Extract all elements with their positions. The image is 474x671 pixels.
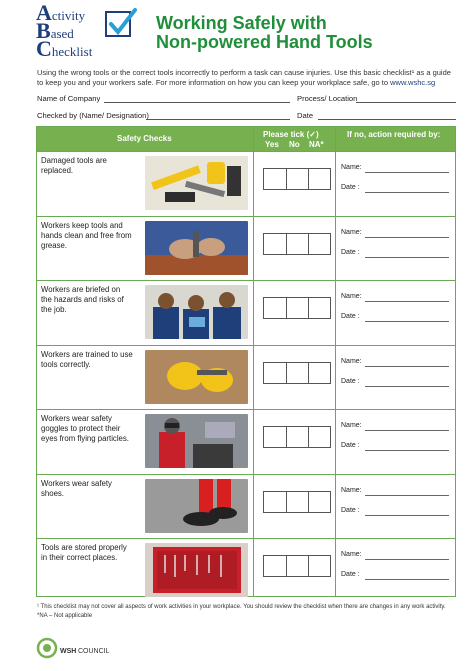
tick-no-box[interactable] [287, 556, 308, 576]
action-date-field[interactable] [365, 386, 449, 387]
action-date-field[interactable] [365, 450, 449, 451]
table-row [37, 345, 455, 410]
safety-check-text: Workers keep tools and hands clean and free from grease. [41, 220, 132, 250]
tick-yes-box[interactable] [264, 492, 286, 512]
tick-yes-box[interactable] [264, 363, 286, 383]
tick-boxes [263, 233, 331, 255]
header-yes: Yes [265, 140, 279, 149]
gloves-photo [145, 350, 248, 404]
tick-na-box[interactable] [309, 234, 330, 254]
action-name-label: Name: [341, 164, 362, 171]
logo-letter-c: C [36, 36, 52, 61]
tick-boxes [263, 362, 331, 384]
action-name-field[interactable] [365, 172, 449, 173]
logo-word-checklist: hecklist [51, 44, 93, 59]
logo-word-activity: ctivity [51, 8, 86, 23]
safety-check-text: Tools are stored properly in their correct places. [41, 543, 127, 562]
action-date-field[interactable] [365, 321, 449, 322]
tick-na-box[interactable] [309, 363, 330, 383]
header-please-tick: Please tick (✓) [263, 130, 319, 139]
date-field[interactable] [318, 119, 456, 120]
wsh-brand-bold: WSH [60, 648, 77, 655]
title-line-1: Working Safely with [156, 13, 327, 33]
action-name-field[interactable] [365, 237, 449, 238]
shoes-photo [145, 479, 248, 533]
tick-yes-box[interactable] [264, 169, 286, 189]
title-line-2: Non-powered Hand Tools [156, 32, 373, 52]
action-date-field[interactable] [365, 515, 449, 516]
action-date-field[interactable] [365, 579, 449, 580]
tick-yes-box[interactable] [264, 427, 286, 447]
action-date-label: Date : [341, 377, 360, 385]
safety-check-text: Workers are briefed on the hazards and risks of the job. [41, 285, 124, 314]
tick-yes-box[interactable] [264, 298, 286, 318]
tick-na-box[interactable] [309, 298, 330, 318]
storage-photo [145, 543, 248, 597]
checked-by-label: Checked by (Name/ Designation) [37, 111, 149, 120]
tick-na-box[interactable] [309, 169, 330, 189]
company-field[interactable] [104, 102, 290, 103]
action-date-label: Date : [341, 571, 360, 578]
tick-na-box[interactable] [309, 427, 330, 447]
table-row [37, 280, 455, 345]
action-name-field[interactable] [365, 366, 449, 367]
tick-no-box[interactable] [287, 298, 308, 318]
hands-photo [145, 221, 248, 275]
action-name-label: Name: [341, 422, 362, 429]
table-row [37, 474, 455, 539]
action-name-label: Name: [341, 357, 362, 365]
checkmark-icon [102, 6, 138, 42]
wshc-link[interactable]: www.wshc.sg [390, 78, 436, 87]
page-title [156, 14, 373, 52]
footnote-2: *NA – Not applicable [37, 613, 93, 619]
tick-boxes [263, 297, 331, 319]
action-date-label: Date : [341, 506, 360, 514]
logo-word-based: ased [50, 26, 74, 41]
action-name-label: Name: [341, 228, 362, 236]
wsh-council-logo [36, 637, 136, 661]
logo-line-checklist [36, 36, 93, 61]
activity-based-checklist-logo [36, 0, 136, 62]
action-name-label: Name: [341, 551, 362, 558]
action-date-label: Date : [341, 442, 360, 449]
tick-boxes [263, 426, 331, 448]
wsh-brand-rest: COUNCIL [78, 648, 110, 655]
action-date-field[interactable] [365, 192, 449, 193]
company-label: Name of Company [37, 94, 101, 103]
safety-check-text: Workers wear safety shoes. [41, 478, 112, 498]
tools-photo [145, 156, 248, 210]
table-row [37, 538, 455, 603]
table-row [37, 409, 455, 474]
header-no: No [289, 140, 300, 149]
logo-letter-b: B [36, 18, 51, 43]
date-label: Date [297, 111, 314, 120]
briefing-photo [145, 285, 248, 339]
wsh-emblem-icon [36, 637, 58, 659]
safety-check-text: Damaged tools are replaced. [41, 156, 107, 175]
tick-boxes [263, 555, 331, 577]
action-name-field[interactable] [365, 495, 449, 496]
action-name-field[interactable] [365, 301, 449, 302]
action-date-label: Date : [341, 248, 360, 256]
process-label: Process/ Location [297, 94, 358, 103]
tick-no-box[interactable] [287, 234, 308, 254]
table-header [37, 127, 455, 151]
tick-no-box[interactable] [287, 363, 308, 383]
intro-body: Using the wrong tools or the correct tools incorrectly to perform a task can cause injuries. Use this basic checklist¹ as a guide to keep you and your workers safe. For more information on how you can keep your workplace safe, go to [37, 68, 451, 87]
action-date-label: Date : [341, 313, 360, 320]
safety-check-text: Workers wear safety goggles to protect their eyes from flying particles. [41, 414, 129, 443]
tick-no-box[interactable] [287, 427, 308, 447]
action-date-field[interactable] [365, 257, 449, 258]
intro-text [37, 68, 457, 88]
table-row [37, 216, 455, 281]
logo-letter-a: A [36, 0, 52, 25]
header-na: NA* [309, 140, 324, 149]
footnote-1: ¹ This checklist may not cover all aspects of work activities in your workplace. You should review the checklist when there are changes in any work activity. [37, 604, 446, 610]
tick-na-box[interactable] [309, 492, 330, 512]
goggles-photo [145, 414, 248, 468]
action-name-label: Name: [341, 486, 362, 494]
action-name-field[interactable] [365, 430, 449, 431]
tick-boxes [263, 168, 331, 190]
checked-by-field[interactable] [146, 119, 290, 120]
tick-boxes [263, 491, 331, 513]
tick-yes-box[interactable] [264, 556, 286, 576]
table-row [37, 151, 455, 216]
checklist-table [36, 126, 456, 597]
header-safety-checks: Safety Checks [117, 134, 172, 143]
action-name-field[interactable] [365, 559, 449, 560]
tick-na-box[interactable] [309, 556, 330, 576]
safety-check-text: Workers are trained to use tools correctly. [41, 349, 133, 369]
tick-no-box[interactable] [287, 492, 308, 512]
process-field[interactable] [356, 102, 456, 103]
action-name-label: Name: [341, 293, 362, 300]
tick-no-box[interactable] [287, 169, 308, 189]
header-action: If no, action required by: [347, 130, 441, 139]
tick-yes-box[interactable] [264, 234, 286, 254]
action-date-label: Date : [341, 184, 360, 191]
